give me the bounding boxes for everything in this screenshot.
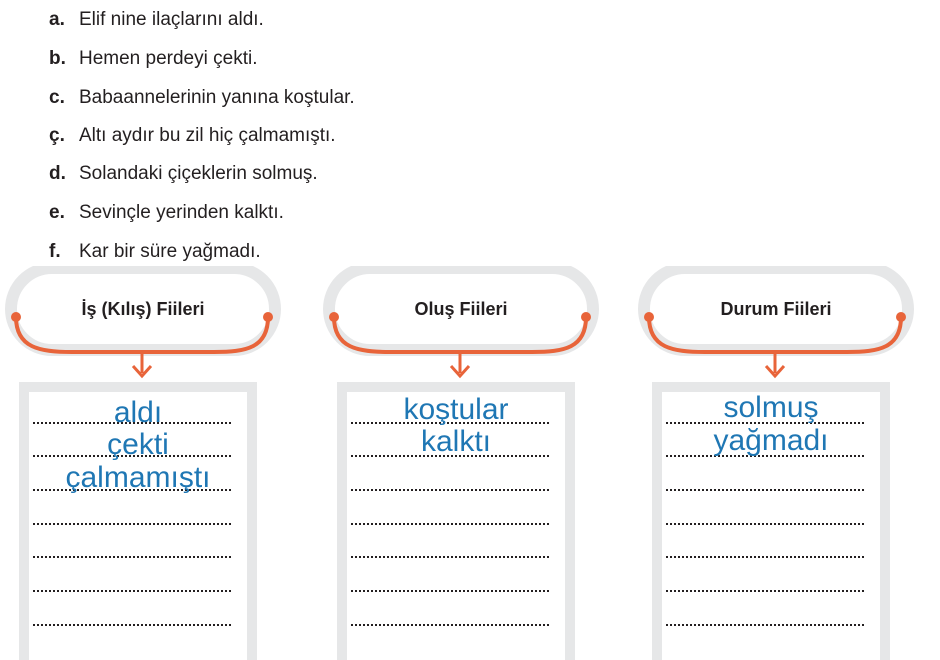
answer-box-inner bbox=[29, 392, 247, 660]
answer-box-inner bbox=[347, 392, 565, 660]
dotted-line bbox=[33, 556, 231, 558]
category-header-frame bbox=[318, 266, 604, 382]
dotted-line bbox=[351, 590, 549, 592]
category-title: İş (Kılış) Fiileri bbox=[81, 299, 205, 319]
sentence-list bbox=[0, 0, 940, 270]
sentence-e bbox=[49, 200, 284, 226]
handwritten-answer: solmuş bbox=[723, 391, 819, 424]
dotted-line bbox=[33, 624, 231, 626]
handwritten-answer: koştular bbox=[403, 393, 509, 426]
handwritten-answer: çalmamıştı bbox=[65, 461, 211, 494]
dotted-line bbox=[33, 590, 231, 592]
sentence-a bbox=[49, 7, 264, 33]
sentence-text: Elif nine ilaçlarını aldı. bbox=[79, 9, 264, 30]
dotted-line bbox=[351, 624, 549, 626]
sentence-letter: c. bbox=[49, 87, 65, 108]
connector-dot bbox=[263, 312, 273, 322]
sentence-letter: e. bbox=[49, 202, 65, 223]
handwritten-answer: yağmadı bbox=[713, 424, 829, 457]
answer-box bbox=[19, 382, 257, 660]
connector-dot bbox=[896, 312, 906, 322]
category-header-frame bbox=[0, 266, 286, 382]
handwritten-answer: kalktı bbox=[420, 425, 492, 458]
dotted-line bbox=[666, 590, 864, 592]
sentence-text: Kar bir süre yağmadı. bbox=[79, 241, 261, 262]
category-column-action bbox=[0, 266, 286, 660]
dotted-line bbox=[666, 489, 864, 491]
connector-dot bbox=[581, 312, 591, 322]
sentence-letter: a. bbox=[49, 9, 65, 30]
answer-box bbox=[337, 382, 575, 660]
category-column-state bbox=[633, 266, 919, 660]
answer-box bbox=[652, 382, 890, 660]
dotted-line bbox=[351, 489, 549, 491]
handwritten-answer: çekti bbox=[107, 428, 169, 461]
sentence-b bbox=[49, 46, 257, 72]
sentence-text: Sevinçle yerinden kalktı. bbox=[79, 202, 284, 223]
sentence-letter: b. bbox=[49, 48, 66, 69]
dotted-line bbox=[351, 523, 549, 525]
category-column-process bbox=[318, 266, 604, 660]
sentence-text: Solandaki çiçeklerin solmuş. bbox=[79, 163, 318, 184]
sentence-letter: d. bbox=[49, 163, 66, 184]
answer-box-inner bbox=[662, 392, 880, 660]
dotted-line bbox=[351, 556, 549, 558]
dotted-line bbox=[666, 624, 864, 626]
sentence-f bbox=[49, 239, 261, 265]
handwritten-answer: aldı bbox=[113, 396, 163, 429]
dotted-line bbox=[666, 523, 864, 525]
sentence-d bbox=[49, 161, 318, 187]
connector-dot bbox=[11, 312, 21, 322]
category-title: Durum Fiileri bbox=[720, 299, 832, 319]
connector-dot bbox=[644, 312, 654, 322]
dotted-line bbox=[33, 523, 231, 525]
sentence-letter: ç. bbox=[49, 125, 65, 146]
sentence-c bbox=[49, 85, 355, 111]
dotted-line bbox=[666, 556, 864, 558]
category-header-frame bbox=[633, 266, 919, 382]
sentence-text: Babaannelerinin yanına koştular. bbox=[79, 87, 355, 108]
sentence-c-cedilla bbox=[49, 123, 336, 149]
connector-dot bbox=[329, 312, 339, 322]
sentence-letter: f. bbox=[49, 241, 61, 262]
sentence-text: Hemen perdeyi çekti. bbox=[79, 48, 258, 69]
sentence-text: Altı aydır bu zil hiç çalmamıştı. bbox=[79, 125, 336, 146]
category-title: Oluş Fiileri bbox=[414, 299, 508, 319]
